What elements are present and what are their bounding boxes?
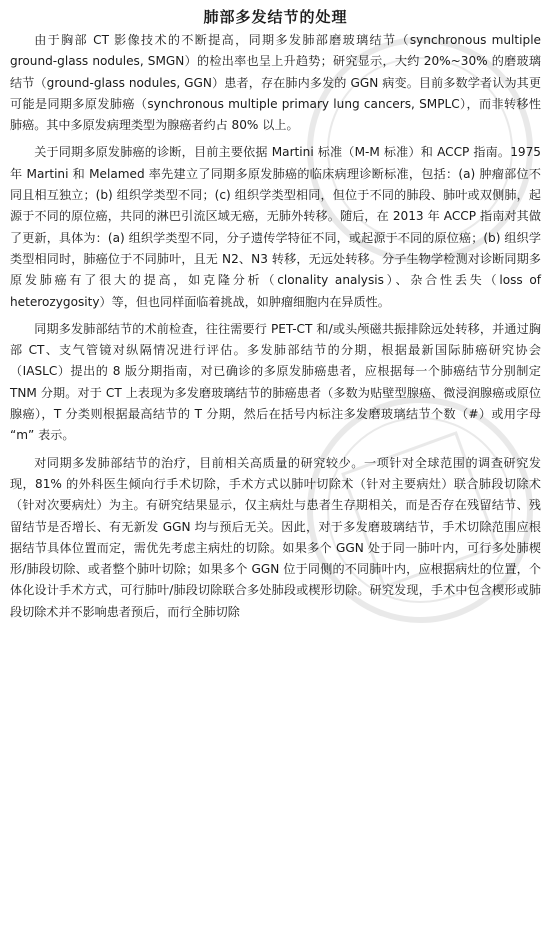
paragraph-1: 由于胸部 CT 影像技术的不断提高，同期多发肺部磨玻璃结节（synchronous multiple ground-glass nodules, SMGN）的检出率也呈上升趋势；研究显示，大约 20%~30% 的磨玻璃结节（ground-glass nodules, GGN）患者，存在肺内多发的 GGN 病变。目前多数学者认为其更可能是同期多原发肺癌（synchronous multiple primary lung cancers, SMPLC），而非转移性肺癌。其中多原发病理类型为腺癌者约占 80% 以上。 [10,33,541,133]
paragraph-3: 同期多发肺部结节的术前检查，往往需要行 PET-CT 和/或头颅磁共振排除远处转移，并通过胸部 CT、支气管镜对纵隔情况进行评估。多发肺部结节的分期，根据最新国际肺癌研究协会（IASLC）提出的 8 版分期指南，对已确诊的多原发肺癌患者，应根据每一个肺癌结节分别制定 TNM 分期。对于 CT 上表现为多发磨玻璃结节的肺癌患者（多数为贴壁型腺癌、微浸润腺癌或原位腺癌），T 分类则根据最高结节的 T 分期，然后在括号内标注多发磨玻璃结节个数（#）或用字母 “m” 表示。 [10,321,541,443]
article-title: 肺部多发结节的处理 [203,8,348,26]
paragraph-4: 对同期多发肺部结节的治疗，目前相关高质量的研究较少。一项针对全球范围的调查研究发现，81% 的外科医生倾向行手术切除，手术方式以肺叶切除术（针对主要病灶）联合肺段切除术（针对次要病灶）为主。有研究结果显示，仅主病灶与患者生存期相关，而是否存在残留结节、残留结节是否增长、有无新发 GGN 均与预后无关。因此，对于多发磨玻璃结节，手术切除范围应根据结节具体位置而定，需优先考虑主病灶的切除。如果多个 GGN 处于同一肺叶内，可行多处肺楔形/肺段切除、或者整个肺叶切除；如果多个 GGN 位于同侧的不同肺叶内，应根据病灶的位置，个体化设计手术方式，可行肺叶/肺段切除联合多处肺段或楔形切除。研究发现，手术中包含楔形或肺段切除术并不影响患者预后，而行全肺切除 [10,455,541,619]
paragraph-2: 关于同期多原发肺癌的诊断，目前主要依据 Martini 标准（M-M 标准）和 ACCP 指南。1975 年 Martini 和 Melamed 率先建立了同期多原发肺癌的临床病理诊断标准，包括：(a) 肿瘤部位不同且相互独立；(b) 组织学类型不同；(c) 组织学类型相同，但位于不同的肺段、肺叶或双侧肺，起源于不同的原位癌，共同的淋巴引流区域无癌，无肺外转移。随后，在 2013 年 ACCP 指南对其做了更新，具体为：(a) 组织学类型不同，分子遗传学特征不同，或起源于不同的原位癌；(b) 组织学类型相同时，肺癌位于不同肺叶，且无 N2、N3 转移，无远处转移。分子生物学检测对诊断同期多原发肺癌有了很大的提高，如克隆分析（clonality analysis）、杂合性丢失（loss of heterozygosity）等，但也同样面临着挑战，如肿瘤细胞内在异质性。 [10,145,541,309]
